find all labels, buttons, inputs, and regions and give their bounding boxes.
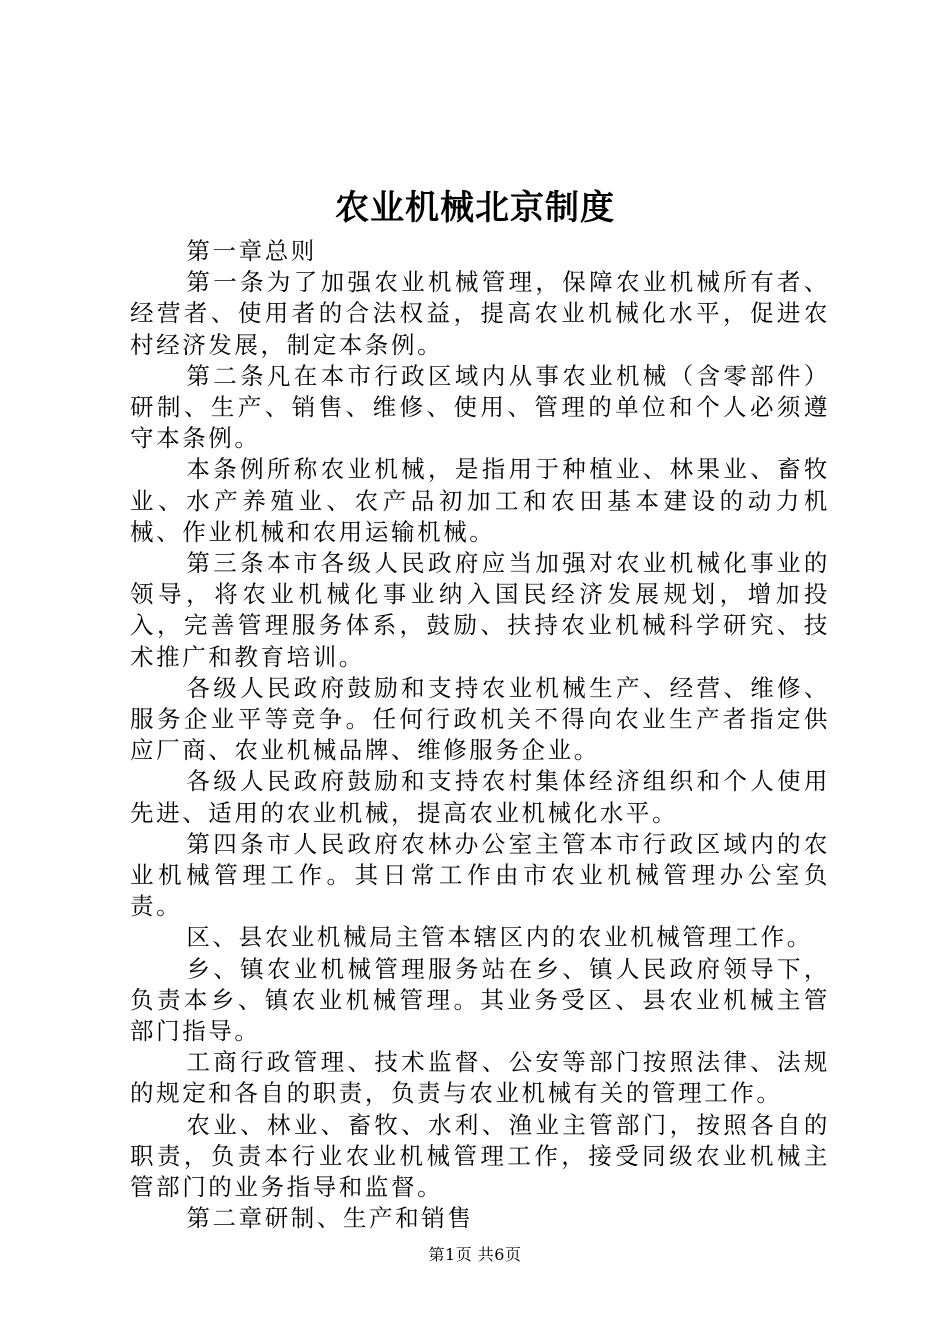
page-number-footer: 第1页 共6页 — [428, 1245, 522, 1264]
article-paragraph: 第一条为了加强农业机械管理，保障农业机械所有者、经营者、使用者的合法权益，提高农业机械化水平，促进农村经济发展，制定本条例。 — [130, 268, 830, 359]
article-paragraph: 各级人民政府鼓励和支持农业机械生产、经营、维修、服务企业平等竞争。任何行政机关不得向农业生产者指定供应厂商、农业机械品牌、维修服务企业。 — [130, 673, 830, 765]
document-title: 农业机械北京制度 — [335, 188, 615, 228]
article-paragraph: 第三条本市各级人民政府应当加强对农业机械化事业的领导，将农业机械化事业纳入国民经济发展规划，增加投入，完善管理服务体系，鼓励、扶持农业机械科学研究、技术推广和教育培训。 — [130, 549, 830, 671]
article-paragraph: 各级人民政府鼓励和支持农村集体经济组织和个人使用先进、适用的农业机械，提高农业机械化水平。 — [130, 767, 830, 827]
article-paragraph: 乡、镇农业机械管理服务站在乡、镇人民政府领导下，负责本乡、镇农业机械管理。其业务受区、县农业机械主管部门指导。 — [130, 954, 830, 1046]
document-body — [130, 236, 830, 1235]
article-paragraph: 第四条市人民政府农林办公室主管本市行政区域内的农业机械管理工作。其日常工作由市农业机械管理办公室负责。 — [130, 829, 830, 921]
chapter-heading: 第一章总则 — [186, 237, 317, 265]
article-paragraph: 本条例所称农业机械，是指用于种植业、林果业、畜牧业、水产养殖业、农产品初加工和农田基本建设的动力机械、作业机械和农用运输机械。 — [130, 455, 830, 546]
chapter-heading: 第二章研制、生产和销售 — [186, 1204, 474, 1233]
article-paragraph: 农业、林业、畜牧、水利、渔业主管部门，按照各自的职责，负责本行业农业机械管理工作，接受同级农业机械主管部门的业务指导和监督。 — [130, 1110, 830, 1202]
article-paragraph: 第二条凡在本市行政区域内从事农业机械（含零部件）研制、生产、销售、维修、使用、管理的单位和个人必须遵守本条例。 — [130, 361, 830, 453]
article-paragraph: 区、县农业机械局主管本辖区内的农业机械管理工作。 — [186, 923, 813, 952]
article-paragraph: 工商行政管理、技术监督、公安等部门按照法律、法规的规定和各自的职责，负责与农业机械有关的管理工作。 — [130, 1048, 830, 1108]
